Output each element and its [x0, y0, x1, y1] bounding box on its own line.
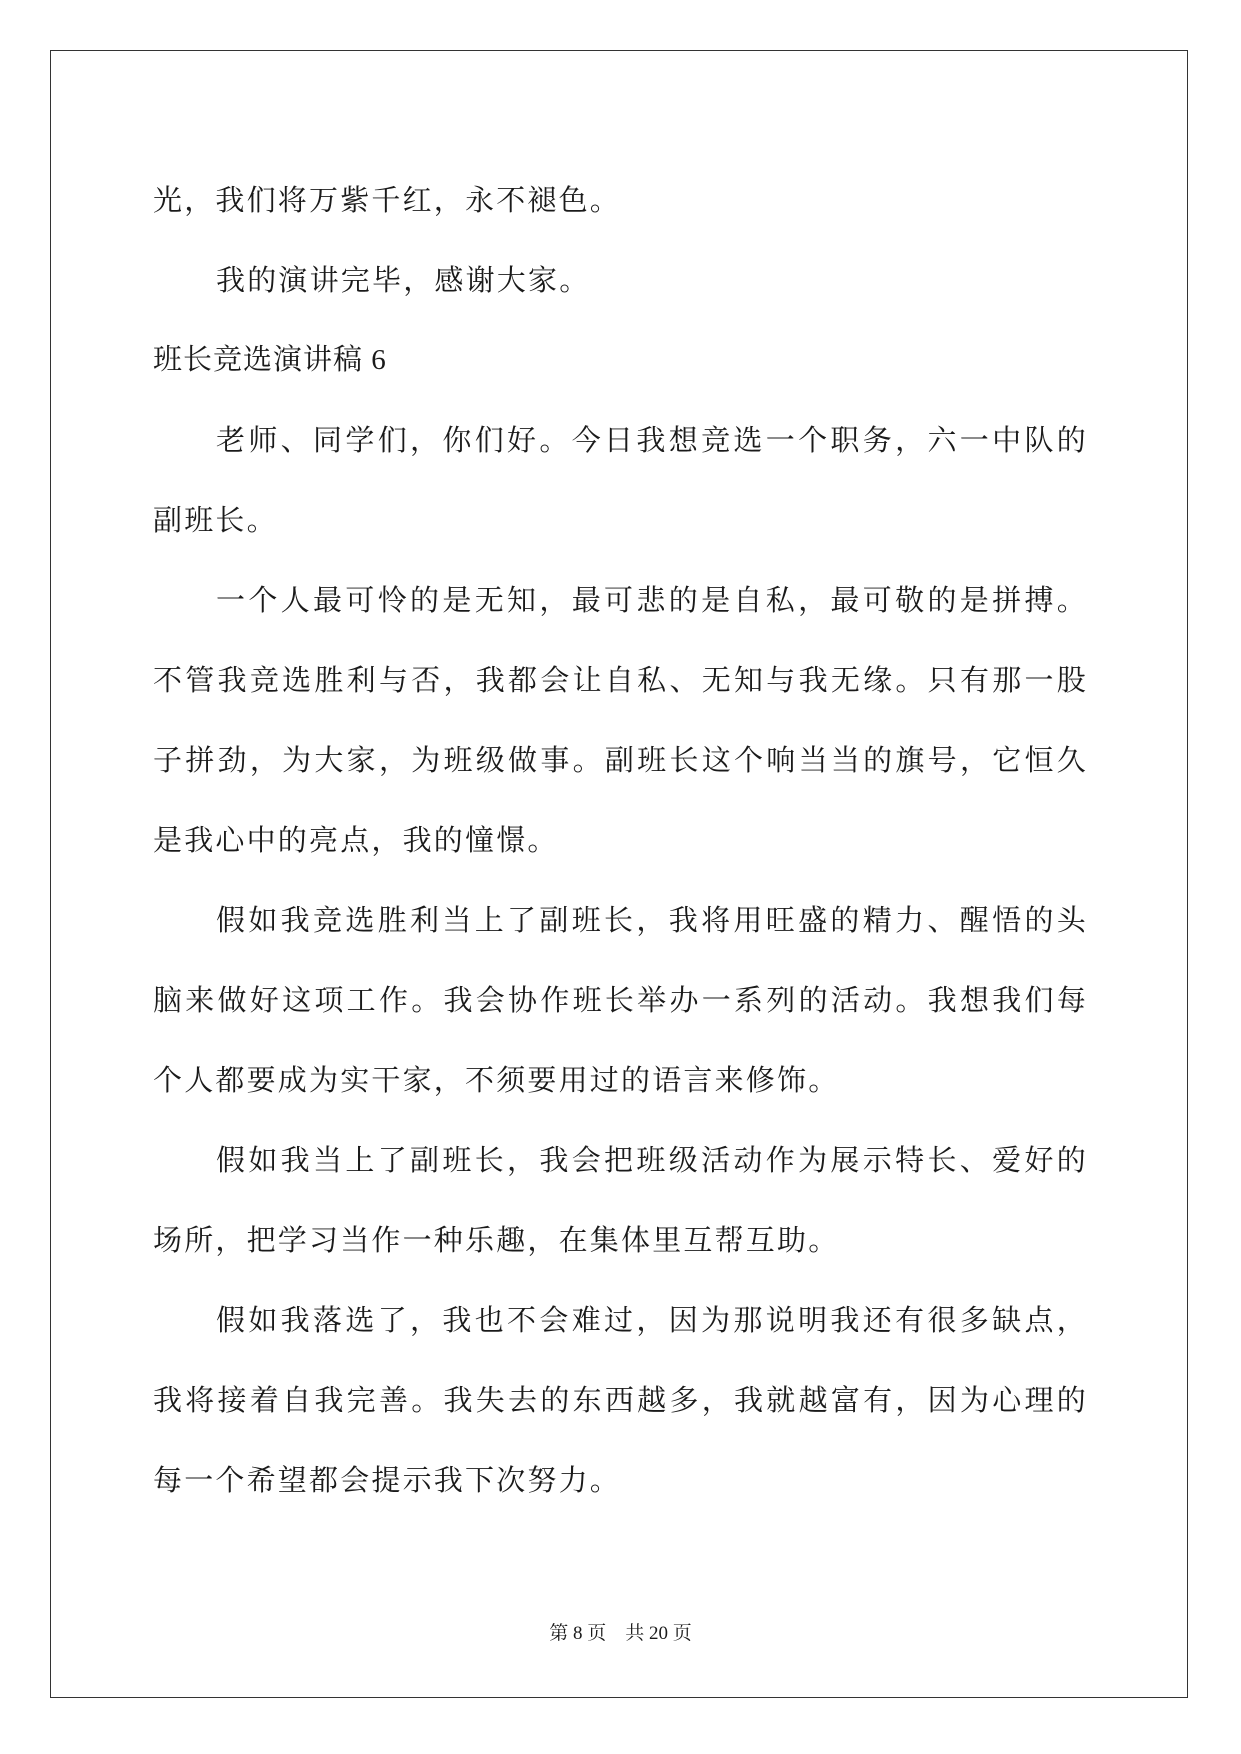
page-number: 第 8 页	[549, 1623, 607, 1644]
document-body	[153, 160, 1088, 1520]
paragraph: 一个人最可怜的是无知，最可悲的是自私，最可敬的是拼搏。不管我竞选胜利与否，我都会让自私、无知与我无缘。只有那一股子拼劲，为大家，为班级做事。副班长这个响当当的旗号，它恒久是我心中的亮点，我的憧憬。	[153, 583, 1088, 857]
page-total: 共 20 页	[625, 1623, 692, 1644]
paragraph: 假如我当上了副班长，我会把班级活动作为展示特长、爱好的场所，把学习当作一种乐趣，在集体里互帮互助。	[153, 1143, 1088, 1257]
page-footer	[0, 1618, 1241, 1645]
section-heading: 班长竞选演讲稿 6	[153, 344, 387, 376]
paragraph-continuation: 光，我们将万紫千红，永不褪色。	[153, 183, 622, 217]
paragraph: 假如我落选了，我也不会难过，因为那说明我还有很多缺点，我将接着自我完善。我失去的东西越多，我就越富有，因为心理的每一个希望都会提示我下次努力。	[153, 1303, 1088, 1497]
paragraph-closing: 我的演讲完毕，感谢大家。	[216, 263, 591, 297]
paragraph: 假如我竞选胜利当上了副班长，我将用旺盛的精力、醒悟的头脑来做好这项工作。我会协作班长举办一系列的活动。我想我们每个人都要成为实干家，不须要用过的语言来修饰。	[153, 903, 1088, 1097]
paragraph: 老师、同学们，你们好。今日我想竞选一个职务，六一中队的副班长。	[153, 423, 1088, 537]
